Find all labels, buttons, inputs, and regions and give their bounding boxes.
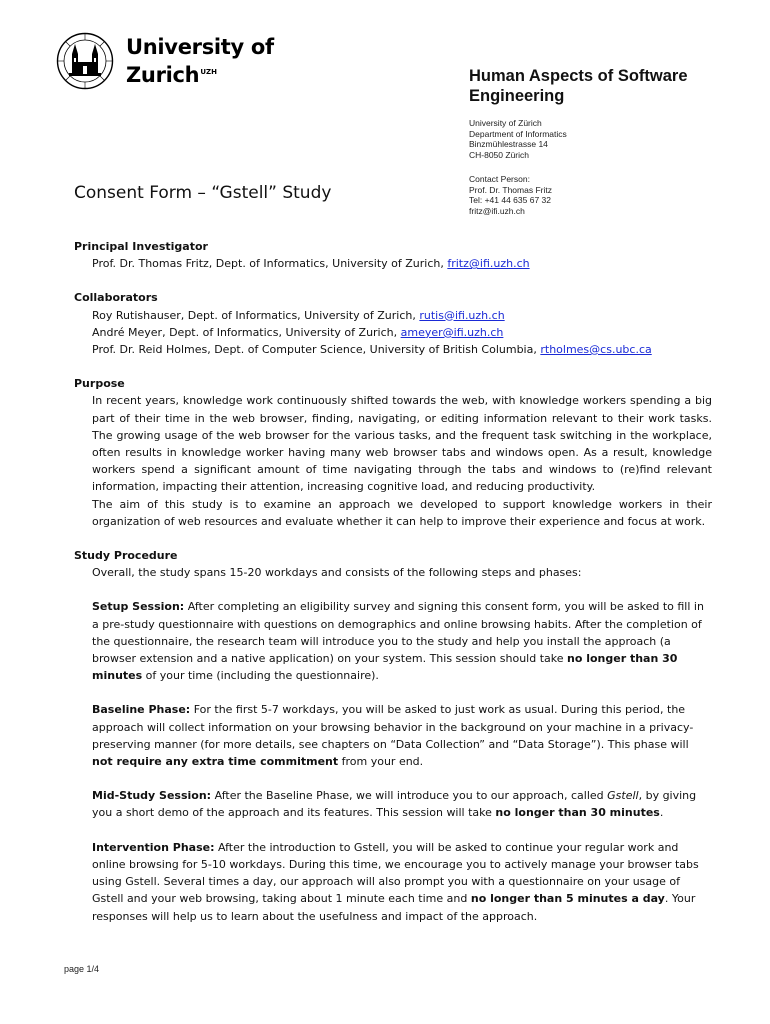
intervention-phase-text: After the introduction to Gstell, you will be asked to continue your regular work and online browsing for 5-10 workdays. During this time, we encourage you to actively manage your browser tabs using Gstell. Several times a day, our approach will also prompt you with a questionnaire on your usage of Gstell and your web browsing, taking about 1 minute each time and (92, 840, 699, 906)
principal-text: Prof. Dr. Thomas Fritz, Dept. of Informatics, University of Zurich, (92, 257, 448, 271)
principal-email-link[interactable]: fritz@ifi.uzh.ch (447, 257, 530, 271)
collaborator-email-link[interactable]: rutis@ifi.uzh.ch (419, 308, 505, 322)
intervention-phase-tail: . Your responses will help us to learn about the usefulness and impact of the approach. (92, 892, 696, 923)
setup-session-duration: no longer than 30 minutes (92, 652, 678, 683)
procedure-heading: Study Procedure (74, 549, 178, 563)
procedure-intro: Overall, the study spans 15-20 workdays and consists of the following steps and phases: (92, 566, 582, 580)
collaborator-text: Roy Rutishauser, Dept. of Informatics, University of Zurich, (92, 308, 420, 322)
university-logo (56, 32, 276, 90)
collaborators-heading: Collaborators (74, 291, 158, 305)
collaborator-text: André Meyer, Dept. of Informatics, University of Zurich, (92, 325, 401, 339)
document-body (74, 238, 712, 925)
midstudy-session-text: After the Baseline Phase, we will introduce you to our approach, called (211, 789, 608, 803)
university-seal-icon (56, 32, 114, 90)
midstudy-session-duration: no longer than 30 minutes (495, 806, 660, 820)
principal-line (74, 255, 712, 272)
intervention-phase-duration: no longer than 5 minutes a day (470, 892, 665, 906)
contact-block (469, 174, 552, 216)
gstell-name: Gstell (607, 789, 639, 803)
address-line: Department of Informatics (469, 128, 567, 139)
setup-session-paragraph (74, 598, 712, 684)
setup-session-tail: of your time (including the questionnaire). (142, 669, 379, 683)
baseline-phase-commitment: not require any extra time commitment (92, 755, 339, 769)
baseline-phase-paragraph (74, 701, 712, 770)
form-title: Consent Form – “Gstell” Study (74, 183, 332, 203)
address-line: Binzmühlestrasse 14 (469, 139, 548, 150)
setup-session-text: After completing an eligibility survey and signing this consent form, you will be asked to fill in a pre-study questionnaire with questions on demographics and online browsing habits. After the completion of the questionnaire, the research team will introduce you to the study and help you install the approach (a browser extension and a native application) on your system. This session should take (92, 600, 704, 666)
address-line: University of Zürich (469, 118, 542, 128)
department-title: Human Aspects of Software Engineering (469, 67, 688, 105)
collaborator-line (74, 307, 712, 324)
contact-line: Tel: +41 44 635 67 32 (469, 195, 551, 206)
baseline-phase-tail: from your end. (338, 755, 424, 769)
intervention-phase-paragraph (74, 839, 712, 925)
university-name-line1: University of (126, 35, 274, 59)
purpose-heading: Purpose (74, 377, 125, 391)
purpose-paragraph: In recent years, knowledge work continuously shifted towards the web, with knowledge workers spending a big part of their time in the web browser, finding, navigating, or editing information relevant to their work tasks. The growing usage of the web browser for the various tasks, and the frequent task switching in the workplace, often results in knowledge worker having many web browser tabs and windows open. As a result, knowledge workers spend a significant amount of time navigating through the tabs and windows to (re)find relevant information, impacting their attention, increasing cognitive load, and reducing productivity. (92, 394, 712, 494)
collaborator-line (74, 341, 712, 358)
university-name-line2: Zurich (126, 63, 200, 87)
uzh-superscript: UZH (200, 68, 217, 76)
address-block (469, 118, 567, 160)
address-line: CH-8050 Zürich (469, 149, 529, 160)
collaborator-email-link[interactable]: ameyer@ifi.uzh.ch (400, 325, 504, 339)
contact-line: Prof. Dr. Thomas Fritz (469, 184, 552, 195)
page-number: page 1/4 (64, 964, 100, 974)
university-wordmark (126, 35, 274, 88)
midstudy-session-label: Mid-Study Session: (92, 789, 212, 803)
baseline-phase-label: Baseline Phase: (92, 703, 191, 717)
intervention-phase-label: Intervention Phase: (92, 840, 215, 854)
principal-heading: Principal Investigator (74, 240, 208, 253)
midstudy-session-text2: , by giving you a short demo of the approach and its features. This session will take (92, 789, 697, 820)
baseline-phase-text: For the first 5-7 workdays, you will be asked to just work as usual. During this period, the approach will collect information on your browsing behavior in the background on your machine in a privacy-preserving manner (for more details, see chapters on “Data Collection” and “Data Storage”). This phase will (92, 703, 694, 751)
collaborator-email-link[interactable]: rtholmes@cs.ubc.ca (540, 343, 652, 357)
purpose-aim-paragraph: The aim of this study is to examine an approach we developed to support knowledge workers in their organization of web resources and evaluate whether it can help to improve their experience and focus at work. (92, 497, 712, 528)
collaborator-line (74, 324, 712, 341)
setup-session-label: Setup Session: (92, 600, 185, 614)
collaborator-text: Prof. Dr. Reid Holmes, Dept. of Computer Science, University of British Columbia, (92, 343, 541, 357)
contact-line: Contact Person: (469, 174, 530, 184)
midstudy-session-tail: . (659, 806, 664, 820)
midstudy-session-paragraph (74, 787, 712, 821)
contact-email: fritz@ifi.uzh.ch (469, 205, 525, 216)
